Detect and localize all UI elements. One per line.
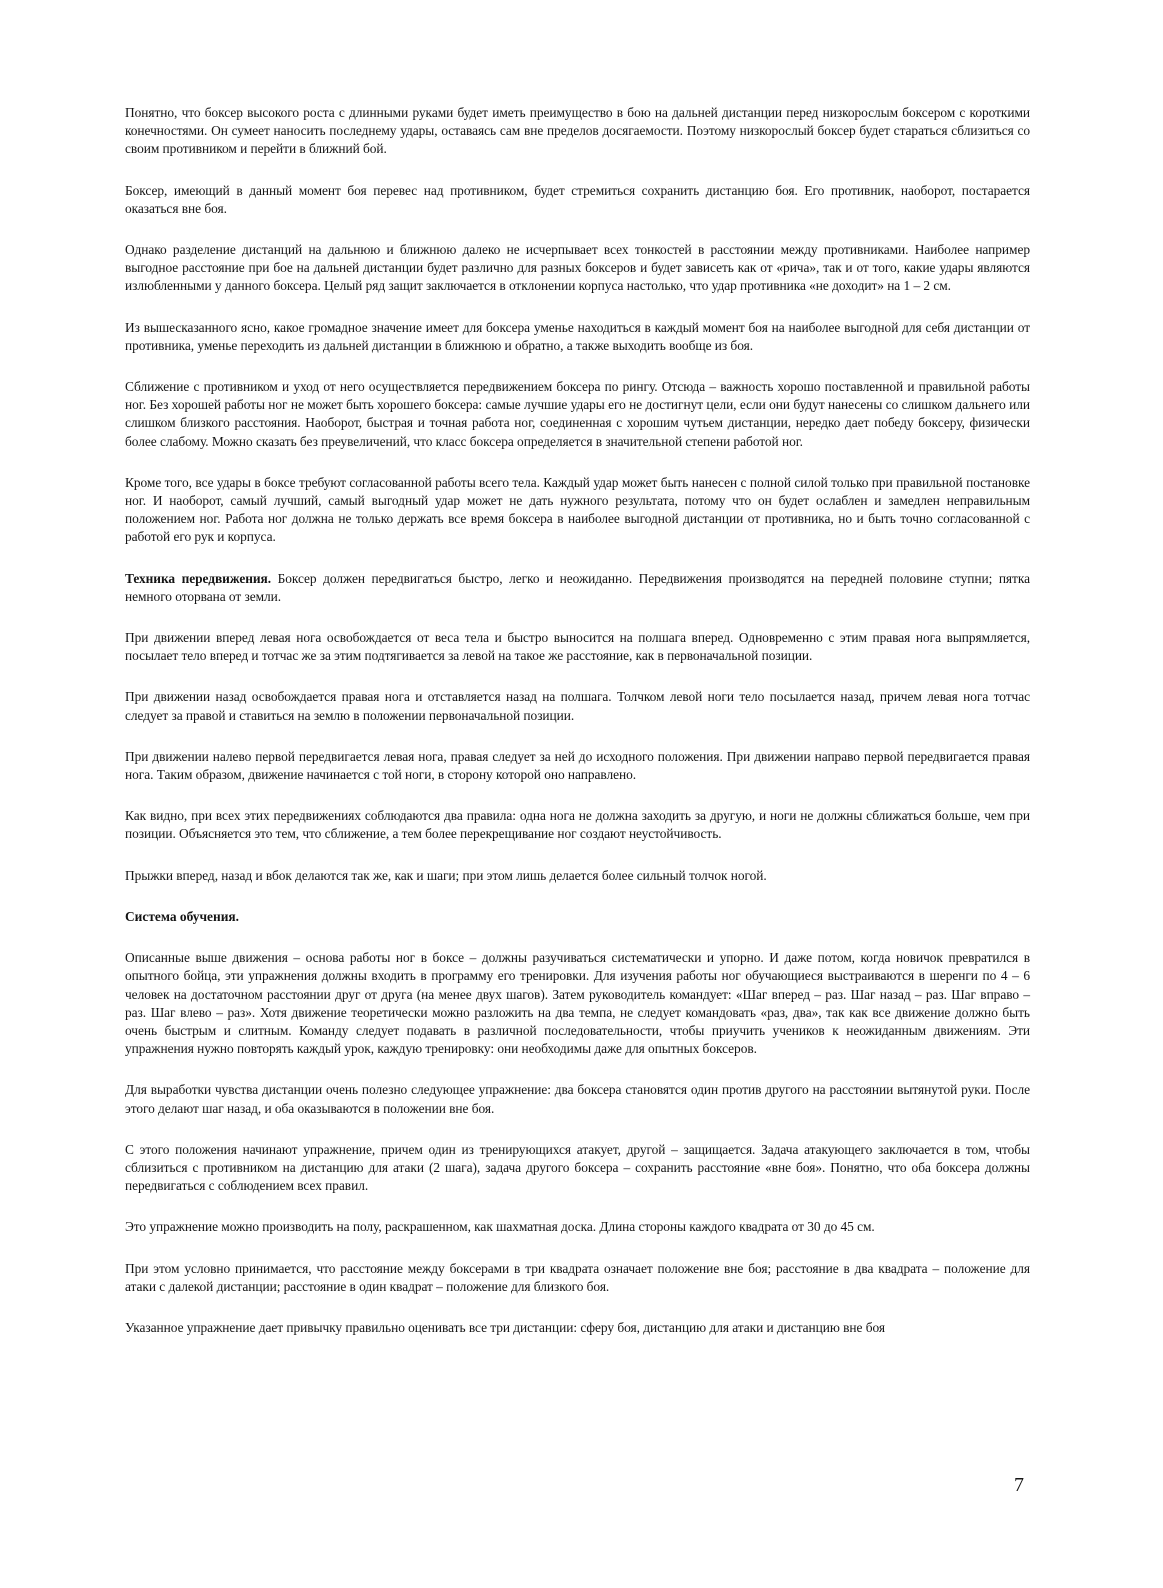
paragraph: Указанное упражнение дает привычку правильно оценивать все три дистанции: сферу боя, дистанцию для атаки и дистанцию вне боя (125, 1319, 885, 1335)
paragraph: Это упражнение можно производить на полу, раскрашенном, как шахматная доска. Длина стороны каждого квадрата от 30 до 45 см. (125, 1219, 875, 1235)
section-lead-heading: Техника передвижения. (125, 570, 272, 586)
paragraph: При движении назад освобождается правая нога и отставляется назад на полшага. Толчком левой ноги тело посылается назад, причем левая нога тотчас следует за правой и ставиться на землю в положении первоначальной позиции. (125, 689, 1030, 723)
paragraph: Понятно, что боксер высокого роста с длинными руками будет иметь преимущество в бою на дальней дистанции перед низкорослым боксером с короткими конечностями. Он сумеет наносить последнему удары, оставаясь сам вне пределов досягаемости. Поэтому низкорослый боксер будет стараться сблизиться со своим противником и перейти в ближний бой. (125, 105, 1030, 157)
page-number: 7 (1014, 1474, 1024, 1496)
section-heading: Система обучения. (125, 908, 240, 924)
paragraph: При этом условно принимается, что расстояние между боксерами в три квадрата означает положение вне боя; расстояние в два квадрата – положение для атаки с далекой дистанции; расстояние в один квадрат – положение для близкого боя. (125, 1260, 1030, 1294)
paragraph: Для выработки чувства дистанции очень полезно следующее упражнение: два боксера становятся один против другого на расстоянии вытянутой руки. После этого делают шаг назад, и оба оказываются в положении вне боя. (125, 1082, 1030, 1116)
paragraph: Из вышесказанного ясно, какое громадное значение имеет для боксера уменье находиться в каждый момент боя на наиболее выгодной для себя дистанции от противника, уменье переходить из дальней дистанции в ближнюю и обратно, а также выходить вообще из боя. (125, 319, 1030, 353)
paragraph: Описанные выше движения – основа работы ног в боксе – должны разучиваться систематически и упорно. И даже потом, когда новичок превратился в опытного бойца, эти упражнения должны входить в программу его тренировки. Для изучения работы ног обучающиеся выстраиваются в шеренги по 4 – 6 человек на достаточном расстоянии друг от друга (на менее двух шагов). Затем руководитель командует: «Шаг вперед – раз. Шаг назад – раз. Шаг вправо – раз. Шаг влево – раз». Хотя движение теоретически можно разложить на два темпа, не следует командовать «раз, два», так как все движение должно быть очень быстрым и слитным. Команду следует подавать в различной последовательности, чтобы приучить учеников к неожиданным движениям. Эти упражнения нужно повторять каждый урок, каждую тренировку: они необходимы даже для опытных боксеров. (125, 950, 1030, 1057)
paragraph: Как видно, при всех этих передвижениях соблюдаются два правила: одна нога не должна заходить за другую, и ноги не должны сближаться больше, чем при позиции. Объясняется это тем, что сближение, а тем более перекрещивание ног создают неустойчивость. (125, 808, 1030, 842)
paragraph: При движении вперед левая нога освобождается от веса тела и быстро выносится на полшага вперед. Одновременно с этим правая нога выпрямляется, посылает тело вперед и тотчас же за этим подтягивается за левой на такое же расстояние, как в первоначальной позиции. (125, 630, 1030, 664)
paragraph: Боксер, имеющий в данный момент боя перевес над противником, будет стремиться сохранить дистанцию боя. Его противник, наоборот, постарается оказаться вне боя. (125, 182, 1030, 216)
paragraph: При движении налево первой передвигается левая нога, правая следует за ней до исходного положения. При движении направо первой передвигается правая нога. Таким образом, движение начинается с той ноги, в сторону которой оно направлено. (125, 748, 1030, 783)
paragraph-text: Боксер должен передвигаться быстро, легко и неожиданно. Передвижения производятся на передней половине ступни; пятка немного оторвана от земли. (125, 570, 1030, 604)
paragraph: Кроме того, все удары в боксе требуют согласованной работы всего тела. Каждый удар может быть нанесен с полной силой только при правильной постановке ног. И наоборот, самый лучший, самый выгодный удар может не дать нужного результата, потому что он будет ослаблен и замедлен неправильным положением ног. Работа ног должна не только держать все время боксера в наиболее выгодной дистанции от противника, но и быть точно согласованной с работой его рук и корпуса. (125, 474, 1030, 545)
paragraph: Прыжки вперед, назад и вбок делаются так же, как и шаги; при этом лишь делается более сильный толчок ногой. (125, 867, 767, 883)
paragraph: Однако разделение дистанций на дальнюю и ближнюю далеко не исчерпывает всех тонкостей в расстоянии между противниками. Наиболее например выгодное расстояние при бое на дальней дистанции будет различно для разных боксеров и будет зависеть как от «рича», так и от того, какие удары являются излюбленными у данного боксера. Целый ряд защит заключается в отклонении корпуса настолько, что удар противника «не доходит» на 1 – 2 см. (125, 242, 1030, 294)
paragraph: С этого положения начинают упражнение, причем один из тренирующихся атакует, другой – защищается. Задача атакующего заключается в том, чтобы сблизиться с противником на дистанцию для атаки (2 шага), задача другого боксера – сохранить расстояние «вне боя». Понятно, что оба боксера должны передвигаться с соблюдением всех правил. (125, 1141, 1030, 1194)
paragraph-with-lead (125, 570, 1030, 606)
paragraph: Сближение с противником и уход от него осуществляется передвижением боксера по рингу. Отсюда – важность хорошо поставленной и правильной работы ног. Без хорошей работы ног не может быть хорошего боксера: самые лучшие удары его не достигнут цели, если они будут нанесены со слишком дальнего или слишком близкого расстояния. Наоборот, быстрая и точная работа ног, соединенная с хорошим чутьем дистанции, нередко дает победу боксеру, физически более слабому. Можно сказать без преувеличений, что класс боксера определяется в значительной степени работой ног. (125, 379, 1030, 449)
page-body (125, 104, 1030, 1360)
